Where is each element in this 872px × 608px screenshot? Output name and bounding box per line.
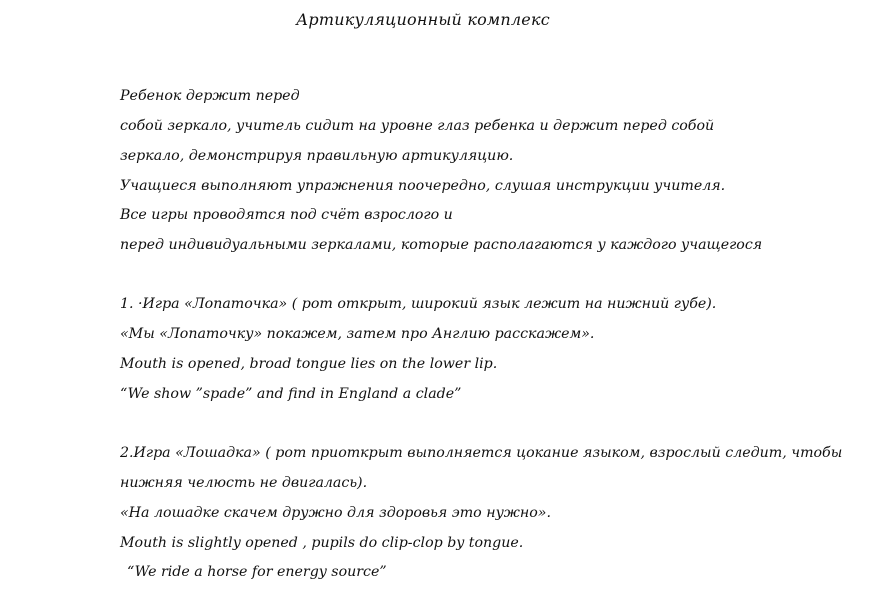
intro-line-1: Ребенок держит перед [120, 88, 300, 104]
game2-line-1: 2.Игра «Лошадка» ( рот приоткрыт выполняется цокание языком, взрослый следит, чтобы [120, 445, 843, 461]
game2-line-2: нижняя челюсть не двигалась). [120, 475, 368, 491]
intro-line-2: собой зеркало, учитель сидит на уровне глаз ребенка и держит перед собой [120, 118, 715, 134]
intro-line-5: Все игры проводятся под счёт взрослого и [120, 207, 453, 223]
game2-line-5: “We ride a horse for energy source” [127, 564, 387, 580]
game2-line-3: «На лошадке скачем дружно для здоровья это нужно». [120, 505, 552, 521]
game1-line-1: 1. ·Игра «Лопаточка» ( рот открыт, широкий язык лежит на нижний губе). [120, 296, 717, 312]
intro-line-3: зеркало, демонстрируя правильную артикуляцию. [120, 148, 514, 164]
game1-line-2: «Мы «Лопаточку» покажем, затем про Англию расскажем». [120, 326, 595, 342]
game1-line-3: Mouth is opened, broad tongue lies on the lower lip. [120, 356, 498, 372]
game1-line-4: “We show ”spade” and find in England a clade” [120, 386, 462, 402]
document-title: Артикуляционный комплекс [296, 10, 550, 29]
game2-line-4: Mouth is slightly opened , pupils do clip-clop by tongue. [120, 535, 524, 551]
intro-line-6: перед индивидуальными зеркалами, которые располагаются у каждого учащегося [120, 237, 763, 253]
intro-line-4: Учащиеся выполняют упражнения поочередно, слушая инструкции учителя. [120, 178, 726, 194]
